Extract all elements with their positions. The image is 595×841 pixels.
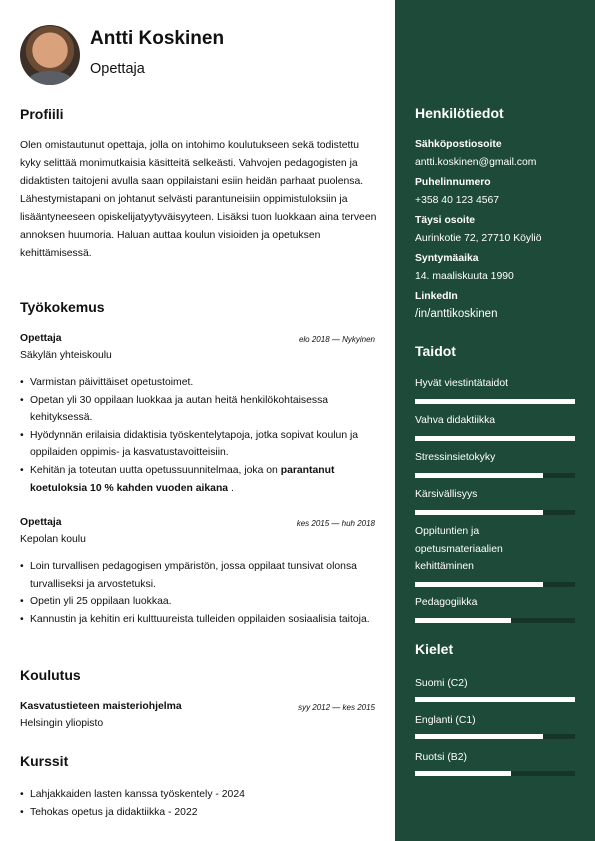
skill-name: Vahva didaktiikka bbox=[415, 415, 496, 426]
job-2-organization: Kepolan koulu bbox=[20, 534, 86, 545]
job-1-bullets bbox=[20, 374, 375, 497]
courses-list bbox=[20, 786, 375, 821]
job-1-dates: elo 2018 — Nykyinen bbox=[298, 335, 375, 344]
skill-name: Kärsivällisyys bbox=[415, 489, 478, 500]
birthdate-value: 14. maaliskuuta 1990 bbox=[415, 271, 514, 282]
list-item: • Hyödynnän erilaisia didaktisia työskentelytapoja, jotka sopivat koulun ja oppilaiden oppimis- ja kasvatustavoitteisiin. bbox=[20, 427, 375, 462]
details-heading: Henkilötiedot bbox=[415, 105, 504, 121]
bullet-text-end: . bbox=[228, 482, 234, 494]
profile-heading: Profiili bbox=[20, 106, 64, 122]
education-heading: Koulutus bbox=[20, 667, 81, 683]
skill-name: Pedagogiikka bbox=[415, 597, 478, 608]
language-name: Englanti (C1) bbox=[415, 715, 476, 726]
skill-level-bar bbox=[415, 473, 575, 478]
school-name: Helsingin yliopisto bbox=[20, 718, 104, 729]
skill-level-bar bbox=[415, 436, 575, 441]
skill-level-bar bbox=[415, 399, 575, 404]
languages-heading: Kielet bbox=[415, 641, 454, 657]
skills-heading: Taidot bbox=[415, 343, 456, 359]
job-2-dates: kes 2015 — huh 2018 bbox=[296, 519, 375, 528]
list-item: • Lahjakkaiden lasten kanssa työskentely - 2024 bbox=[20, 786, 375, 804]
skill-level-bar bbox=[415, 510, 575, 515]
address-value: Aurinkotie 72, 27710 Köyliö bbox=[415, 233, 542, 244]
linkedin-label: LinkedIn bbox=[415, 291, 458, 302]
job-1-title: Opettaja bbox=[20, 333, 62, 344]
birthdate-label: Syntymäaika bbox=[415, 253, 479, 264]
list-item bbox=[20, 462, 375, 497]
phone-label: Puhelinnumero bbox=[415, 177, 491, 188]
education-dates: syy 2012 — kes 2015 bbox=[298, 703, 375, 712]
bullet-text: Kehitän ja toteutan uutta opetussuunnitelmaa, joka on bbox=[30, 464, 281, 476]
degree-name: Kasvatustieteen maisteriohjelma bbox=[20, 701, 182, 712]
job-2-title: Opettaja bbox=[20, 517, 62, 528]
job-1-organization: Säkylän yhteiskoulu bbox=[20, 350, 112, 361]
list-item: • Loin turvallisen pedagogisen ympäristön, jossa oppilaat tunsivat olonsa turvalliseksi ja arvostetuksi. bbox=[20, 558, 375, 593]
profile-photo bbox=[20, 25, 80, 85]
bullet-highlight: parantanut koetuloksia 10 % kahden vuoden aikana bbox=[30, 464, 335, 494]
phone-value[interactable]: +358 40 123 4567 bbox=[415, 195, 500, 206]
skill-name: Stressinsietokyky bbox=[415, 452, 496, 463]
sidebar bbox=[395, 0, 595, 841]
list-item: • Varmistan päivittäiset opetustoimet. bbox=[20, 374, 375, 392]
job-2-bullets bbox=[20, 558, 375, 628]
profile-text: Olen omistautunut opettaja, jolla on intohimo koulutukseen sekä todistettu kyky selittää monimutkaisia käsitteitä selkeästi. Vahvojen pedagogisten ja didaktisten taitojeni avulla saan oppilaistani esiin heidän parhaat puolensa. Lähestymistapani on johtanut selvästi parantuneisiin oppimistuloksiin ja lisääntyneeseen opiskelijatyytyväisyyteen. Lisäksi tuon luokkaan aina terveen annoksen huumoria. Haluan auttaa koulun visioiden ja opetuksen kehittämisessä. bbox=[20, 140, 377, 259]
language-level-bar bbox=[415, 771, 575, 776]
language-name: Ruotsi (B2) bbox=[415, 752, 467, 763]
person-name: Antti Koskinen bbox=[90, 28, 225, 49]
skill-level-bar bbox=[415, 618, 575, 623]
language-level-bar bbox=[415, 697, 575, 702]
list-item: • Tehokas opetus ja didaktiikka - 2022 bbox=[20, 804, 375, 822]
skill-name: Hyvät viestintätaidot bbox=[415, 378, 508, 389]
list-item: • Opetin yli 25 oppilaan luokkaa. bbox=[20, 593, 375, 611]
job-title: Opettaja bbox=[90, 61, 145, 77]
skill-level-bar bbox=[415, 582, 575, 587]
email-label: Sähköpostiosoite bbox=[415, 139, 502, 150]
experience-heading: Työkokemus bbox=[20, 299, 105, 315]
address-label: Täysi osoite bbox=[415, 215, 476, 226]
language-name: Suomi (C2) bbox=[415, 678, 468, 689]
email-value[interactable]: antti.koskinen@gmail.com bbox=[415, 157, 537, 168]
skill-name: Oppituntien ja opetusmateriaalien kehittäminen bbox=[415, 526, 503, 573]
linkedin-value[interactable]: /in/anttikoskinen bbox=[415, 308, 498, 320]
list-item: • Kannustin ja kehitin eri kulttuureista tulleiden oppilaiden sosiaalisia taitoja. bbox=[20, 611, 375, 629]
courses-heading: Kurssit bbox=[20, 753, 69, 769]
language-level-bar bbox=[415, 734, 575, 739]
list-item: • Opetan yli 30 oppilaan luokkaa ja autan heitä henkilökohtaisessa kehityksessä. bbox=[20, 392, 375, 427]
